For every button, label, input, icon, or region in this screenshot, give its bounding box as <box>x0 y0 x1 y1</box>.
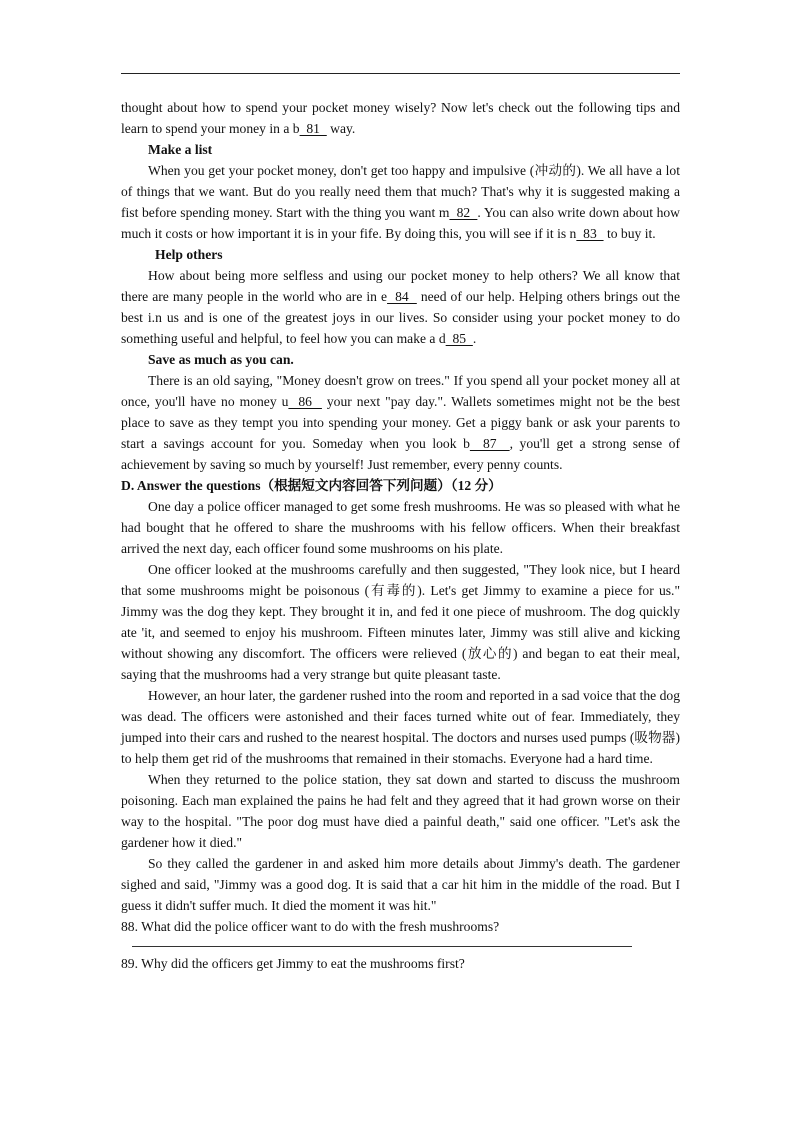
save-text-2: your next "pay day.". Wallets sometimes might not be the best place to save as they tempt you into spending your money. Get a piggy bank or ask your parents to start a savings account for you. Someday when you look b <box>121 394 680 451</box>
heading-help-others: Help others <box>155 247 223 262</box>
answer-line-88[interactable] <box>132 946 632 947</box>
blank-83: 83 <box>576 226 604 241</box>
intro-text-end: way. <box>326 121 356 136</box>
passage-c-intro <box>121 97 680 139</box>
blank-86: 86 <box>288 394 322 409</box>
question-89: 89. Why did the officers get Jimmy to eat the mushrooms first? <box>121 956 465 971</box>
make-list-text-1: When you get your pocket money, don't get too happy and impulsive (冲动的). We all have a lot of things that we want. But do you really need them that much? That's why it is suggested making a fist before spending money. Start with the thing you want m <box>121 163 680 220</box>
blank-81: 81 <box>299 121 327 136</box>
make-list-text-2: . You can also write down about how much it costs or how important it is in your fife. By doing this, you will see if it is n <box>121 205 681 241</box>
save-text-3: , you'll get a strong sense of achievement by saving so much by yourself! Just remember, every penny counts. <box>121 436 681 472</box>
paragraph-save <box>121 370 680 475</box>
help-others-text-2: need of our help. Helping others brings out the best i.n us and is one of the greatest joys in our lives. So consider using your pocket money to do something useful and helpful, to feel how you can make a d <box>121 289 680 346</box>
page-content <box>121 97 680 974</box>
save-text-1: There is an old saying, "Money doesn't grow on trees." If you spend all your pocket money all at once, you'll have no money u <box>121 373 680 409</box>
story-paragraph: When they returned to the police station, they sat down and started to discuss the mushroom poisoning. Each man explained the pains he had felt and they agreed that it had grown worse on their way to the hospital. "The poor dog must have died a painful death," said one officer. "Let's ask the gardener how it died." <box>121 772 680 850</box>
story-paragraph: One day a police officer managed to get some fresh mushrooms. He was so pleased with what he had bought that he offered to share the mushrooms with his fellow officers. When their breakfast arrived the next day, each officer found some mushrooms on his plate. <box>121 499 680 556</box>
header-rule <box>121 73 680 74</box>
story-paragraph: However, an hour later, the gardener rushed into the room and reported in a sad voice that the dog was dead. The officers were astonished and their faces turned white out of fear. Immediately, they jumped into their cars and rushed to the nearest hospital. The doctors and nurses used pumps (吸物器) to help them get rid of the mushrooms that remained in their stomachs. Everyone had a hard time. <box>121 688 680 766</box>
section-d-title: D. Answer the questions（根据短文内容回答下列问题）（12 分） <box>121 478 502 493</box>
blank-82: 82 <box>449 205 478 220</box>
paragraph-make-list <box>121 160 680 244</box>
blank-84: 84 <box>387 289 417 304</box>
heading-save: Save as much as you can. <box>148 352 294 367</box>
heading-make-list: Make a list <box>148 142 213 157</box>
question-88: 88. What did the police officer want to do with the fresh mushrooms? <box>121 919 500 934</box>
help-others-text-3: . <box>472 331 477 346</box>
paragraph-help-others <box>121 265 680 349</box>
make-list-text-3: to buy it. <box>603 226 656 241</box>
story-paragraph: So they called the gardener in and asked him more details about Jimmy's death. The gardener sighed and said, "Jimmy was a good dog. It is said that a car hit him in the middle of the road. But I guess it didn't suffer much. It died the moment it was hit." <box>121 856 680 913</box>
story-paragraph: One officer looked at the mushrooms carefully and then suggested, "They look nice, but I heard that some mushrooms might be poisonous (有毒的). Let's get Jimmy to examine a piece for us." Jimmy was the dog they kept. They brought it in, and fed it one piece of mushroom. The dog quickly ate 'it, and seemed to enjoy his mushroom. Fifteen minutes later, Jimmy was still alive and kicking without showing any discomfort. The officers were relieved (放心的) and began to eat their meal, saying that the mushrooms had a very strange but quite pleasant taste. <box>121 562 680 682</box>
blank-87: 87 <box>469 436 510 451</box>
help-others-text-1: How about being more selfless and using our pocket money to help others? We all know that there are many people in the world who are in e <box>121 268 680 304</box>
blank-85: 85 <box>445 331 473 346</box>
intro-text: thought about how to spend your pocket money wisely? Now let's check out the following tips and learn to spend your money in a b <box>121 100 680 136</box>
